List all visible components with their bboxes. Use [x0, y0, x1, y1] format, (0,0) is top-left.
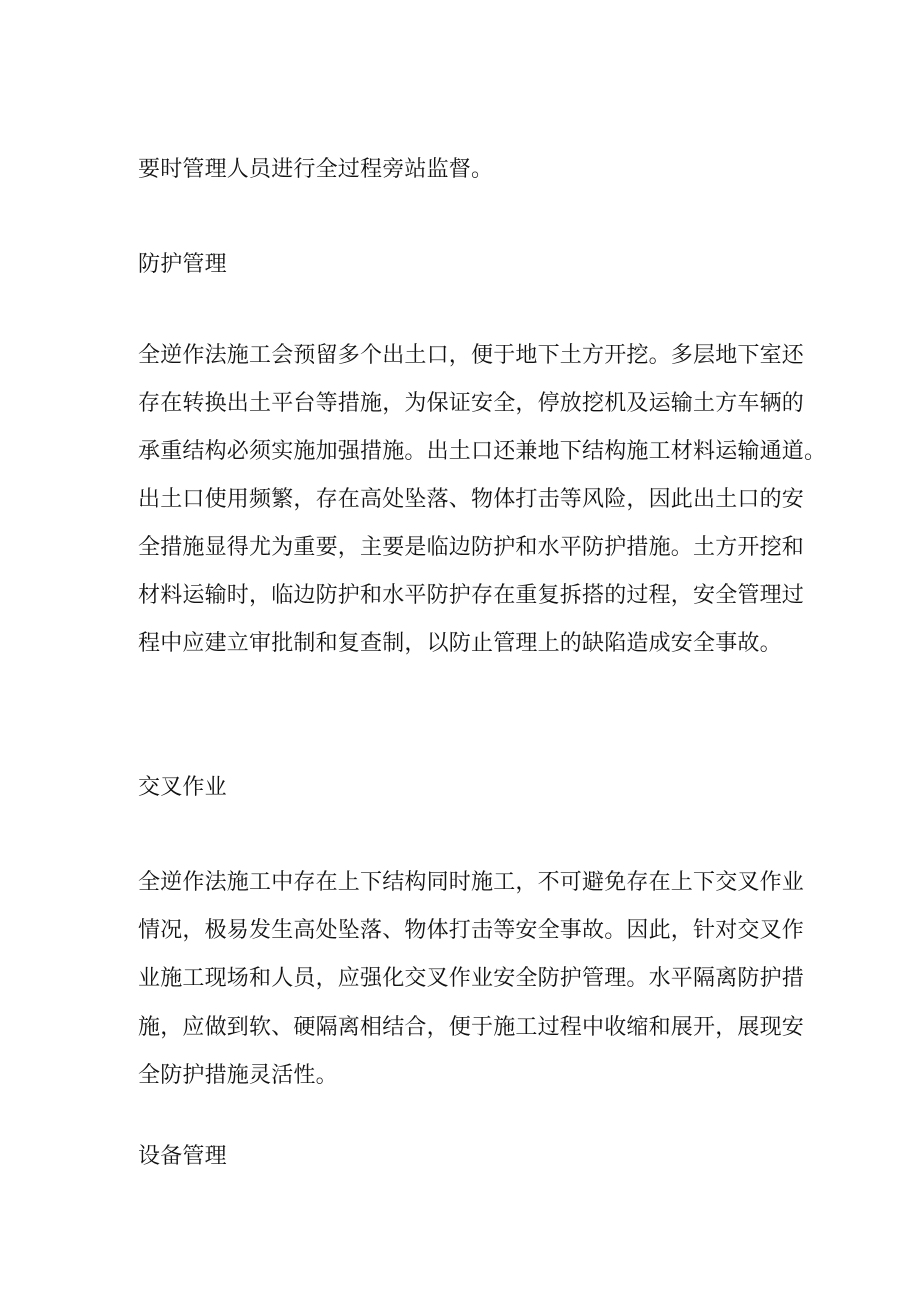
- paragraph-line: 全逆作法施工中存在上下结构同时施工，不可避免存在上下交叉作业: [138, 870, 805, 895]
- paragraph-line: 承重结构必须实施加强措施。出土口还兼地下结构施工材料运输通道。: [138, 439, 827, 464]
- intro-line: 要时管理人员进行全过程旁站监督。: [138, 157, 494, 182]
- paragraph-line: 全措施显得尤为重要，主要是临边防护和水平防护措施。土方开挖和: [138, 535, 805, 560]
- section-heading-equipment: 设备管理: [138, 1144, 227, 1169]
- paragraph-line: 出土口使用频繁，存在高处坠落、物体打击等风险，因此出土口的安: [138, 487, 805, 512]
- paragraph-line: 程中应建立审批制和复查制，以防止管理上的缺陷造成安全事故。: [138, 631, 782, 656]
- paragraph-line: 材料运输时，临边防护和水平防护存在重复拆搭的过程，安全管理过: [138, 583, 805, 608]
- section-heading-cross-operation: 交叉作业: [138, 775, 227, 800]
- paragraph-line: 施，应做到软、硬隔离相结合，便于施工过程中收缩和展开，展现安: [138, 1015, 805, 1040]
- paragraph-line: 情况，极易发生高处坠落、物体打击等安全事故。因此，针对交叉作: [138, 918, 805, 943]
- section-heading-protection: 防护管理: [138, 252, 227, 277]
- paragraph-line: 全逆作法施工会预留多个出土口，便于地下土方开挖。多层地下室还: [138, 343, 805, 368]
- paragraph-line: 存在转换出土平台等措施，为保证安全，停放挖机及运输土方车辆的: [138, 391, 805, 416]
- paragraph-line: 业施工现场和人员，应强化交叉作业安全防护管理。水平隔离防护措: [138, 966, 805, 991]
- paragraph-line: 全防护措施灵活性。: [138, 1063, 338, 1088]
